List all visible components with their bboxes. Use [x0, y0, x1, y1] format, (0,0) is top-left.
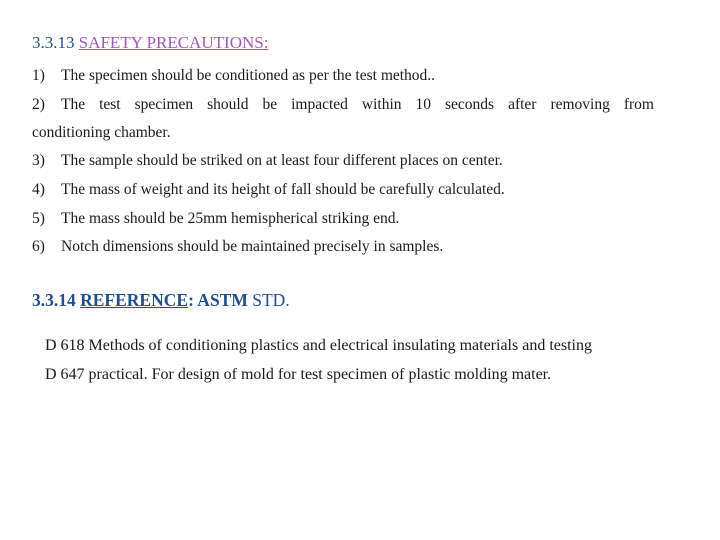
section-title: REFERENCE — [80, 290, 189, 310]
list-item-text: The specimen should be conditioned as per the test method.. — [61, 67, 436, 84]
list-item-text: The test specimen should be impacted within 10 seconds after removing from — [61, 96, 654, 113]
list-item-number: 6) — [32, 238, 45, 255]
list-item-number: 4) — [32, 181, 45, 198]
section-title: SAFETY PRECAUTIONS: — [78, 33, 269, 52]
list-item — [32, 67, 435, 85]
list-item-number: 1) — [32, 67, 45, 84]
list-item — [32, 152, 503, 170]
list-item-number: 2) — [32, 96, 45, 113]
section-title-suffix-bold: : ASTM — [188, 290, 248, 310]
list-item-text: The mass of weight and its height of fall should be carefully calculated. — [61, 181, 505, 198]
section-heading-safety — [32, 33, 268, 53]
section-heading-reference — [32, 290, 290, 311]
section-title-suffix: STD. — [252, 290, 290, 310]
reference-item: D 647 practical. For design of mold for test specimen of plastic molding mater. — [45, 366, 552, 383]
section-number: 3.3.13 — [32, 33, 75, 52]
list-item-text: The sample should be striked on at least four different places on center. — [61, 152, 503, 169]
list-item-number: 3) — [32, 152, 45, 169]
list-item — [32, 238, 443, 256]
reference-item: D 618 Methods of conditioning plastics and electrical insulating materials and testing — [45, 337, 592, 354]
list-item-text: The mass should be 25mm hemispherical striking end. — [61, 210, 400, 227]
list-item — [32, 96, 654, 114]
list-item — [32, 181, 505, 199]
list-item-continuation: conditioning chamber. — [32, 124, 171, 141]
section-number: 3.3.14 — [32, 290, 76, 310]
list-item — [32, 210, 399, 228]
list-item-number: 5) — [32, 210, 45, 227]
list-item-text: Notch dimensions should be maintained precisely in samples. — [61, 238, 444, 255]
